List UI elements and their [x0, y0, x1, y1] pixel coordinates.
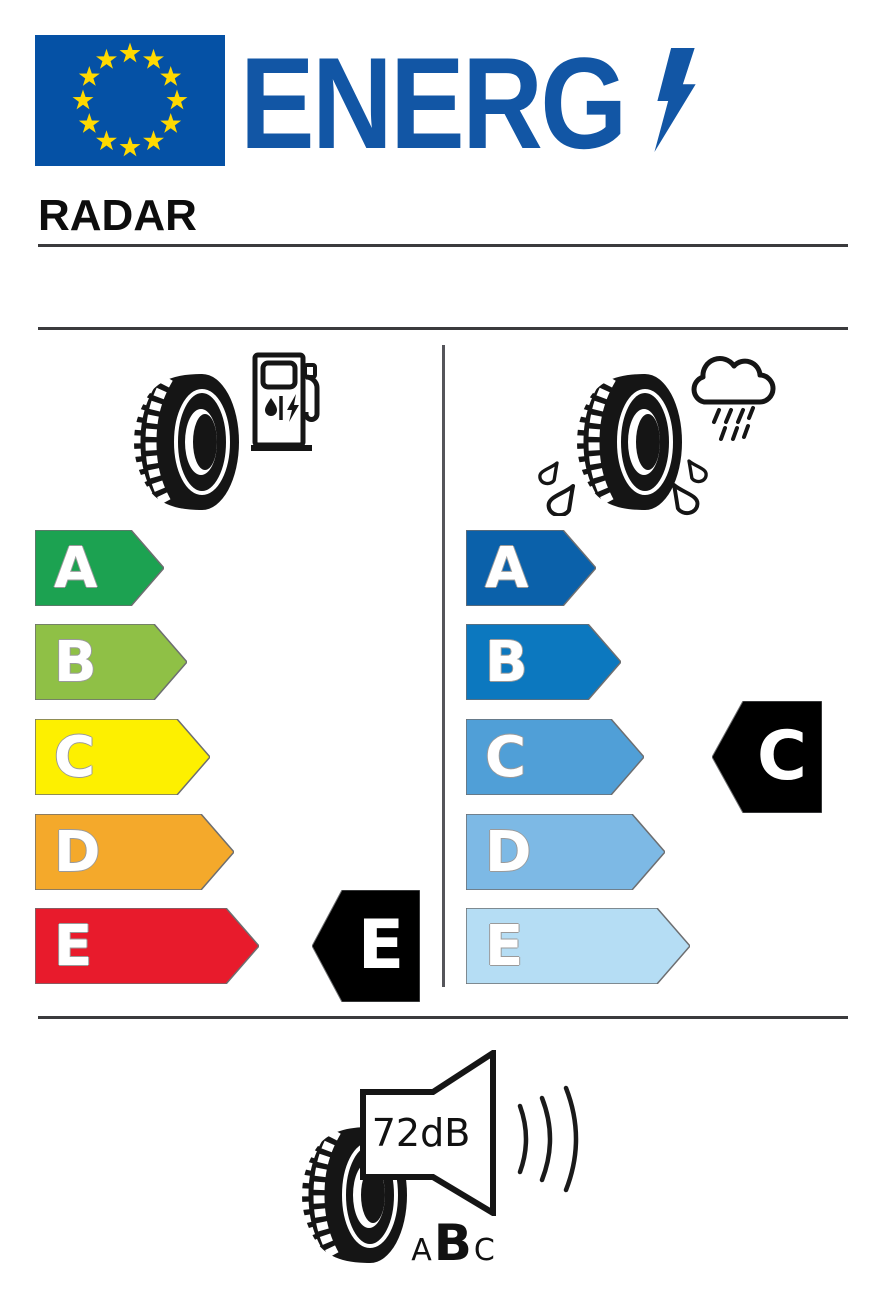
- noise-class-list: [398, 1214, 508, 1272]
- bottom-divider: [38, 1016, 848, 1019]
- wet-scale-arrow-e: [466, 908, 690, 984]
- grade-letter: E: [485, 914, 524, 979]
- grade-letter: B: [485, 630, 528, 695]
- grade-letter: D: [54, 820, 101, 885]
- wet-scale-arrow-b: [466, 624, 621, 700]
- sound-waves-icon: [514, 1084, 588, 1194]
- fuel-scale-arrow-b: [35, 624, 187, 700]
- grade-letter: C: [485, 725, 527, 790]
- splash-right-icon: [666, 458, 712, 516]
- fuel-rating-indicator: [312, 890, 420, 1002]
- noise-class-b: B: [433, 1214, 472, 1272]
- wet-scale-arrow-d: [466, 814, 665, 890]
- grade-letter: E: [54, 914, 93, 979]
- rain-cloud-icon: [680, 348, 782, 454]
- wet-scale-arrow-a: [466, 530, 596, 606]
- wet-grip-rating-letter: C: [757, 717, 807, 796]
- brand-name: RADAR: [38, 191, 197, 240]
- wet-grip-rating-indicator: [712, 701, 822, 813]
- grade-letter: A: [485, 536, 529, 601]
- fuel-tire-icon: [130, 373, 241, 511]
- energy-logo: [240, 30, 687, 176]
- eu-flag-icon: [35, 35, 225, 166]
- fuel-scale-arrow-d: [35, 814, 234, 890]
- column-divider: [442, 345, 445, 987]
- energy-logo-bolt-icon: [648, 48, 706, 152]
- content-divider-top: [38, 327, 848, 330]
- noise-class-c: C: [473, 1233, 495, 1268]
- header-divider: [38, 244, 848, 247]
- energy-logo-text: ENERG: [240, 30, 625, 176]
- fuel-scale-arrow-a: [35, 530, 164, 606]
- grade-letter: C: [54, 725, 96, 790]
- grade-letter: D: [485, 820, 532, 885]
- splash-left-icon: [534, 460, 586, 516]
- fuel-scale-arrow-e: [35, 908, 259, 984]
- fuel-rating-letter: E: [357, 906, 405, 985]
- noise-db-value: 72dB: [371, 1111, 471, 1155]
- wet-scale-arrow-c: [466, 719, 644, 795]
- grade-letter: B: [54, 630, 97, 695]
- fuel-pump-icon: [250, 352, 322, 452]
- noise-class-a: A: [411, 1233, 432, 1268]
- grade-letter: A: [54, 536, 98, 601]
- fuel-scale-arrow-c: [35, 719, 210, 795]
